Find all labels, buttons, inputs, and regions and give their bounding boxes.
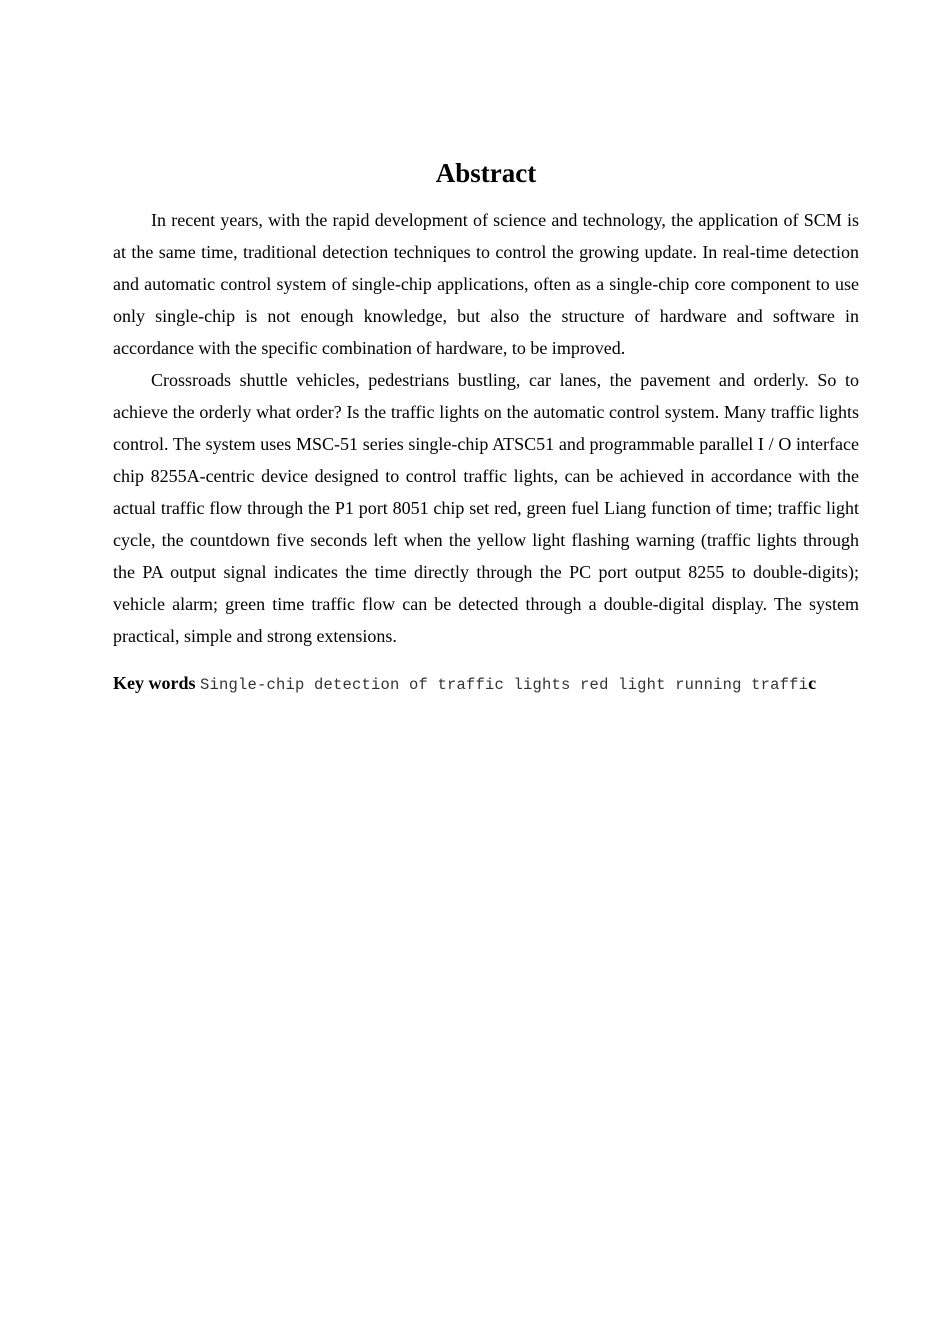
abstract-paragraph: Crossroads shuttle vehicles, pedestrians bustling, car lanes, the pavement and orderly. So to achieve the orderly what order? Is the traffic lights on the automatic control system. Many traffic lights control. The system uses MSC-51 series single-chip ATSC51 and programmable parallel I / O interface chip 8255A-centric device designed to control traffic lights, can be achieved in accordance with the actual traffic flow through the P1 port 8051 chip set red, green fuel Liang function of time; traffic light cycle, the countdown five seconds left when the yellow light flashing warning (traffic lights through the PA output signal indicates the time directly through the PC port output 8255 to double-digits); vehicle alarm; green time traffic flow can be detected through a double-digital display. The system practical, simple and strong extensions. bbox=[113, 370, 859, 646]
keywords-text: Single-chip detection of traffic lights red light running traffi bbox=[200, 676, 809, 694]
keywords-text-tail: c bbox=[808, 673, 817, 693]
keywords-label: Key words bbox=[113, 673, 196, 693]
keywords-line bbox=[113, 667, 859, 701]
abstract-title: Abstract bbox=[435, 158, 537, 188]
abstract-paragraph: In recent years, with the rapid development of science and technology, the application of SCM is at the same time, traditional detection techniques to control the growing update. In real-time detection and automatic control system of single-chip applications, often as a single-chip core component to use only single-chip is not enough knowledge, but also the structure of hardware and software in accordance with the specific combination of hardware, to be improved. bbox=[113, 210, 859, 358]
abstract-section bbox=[113, 155, 859, 701]
